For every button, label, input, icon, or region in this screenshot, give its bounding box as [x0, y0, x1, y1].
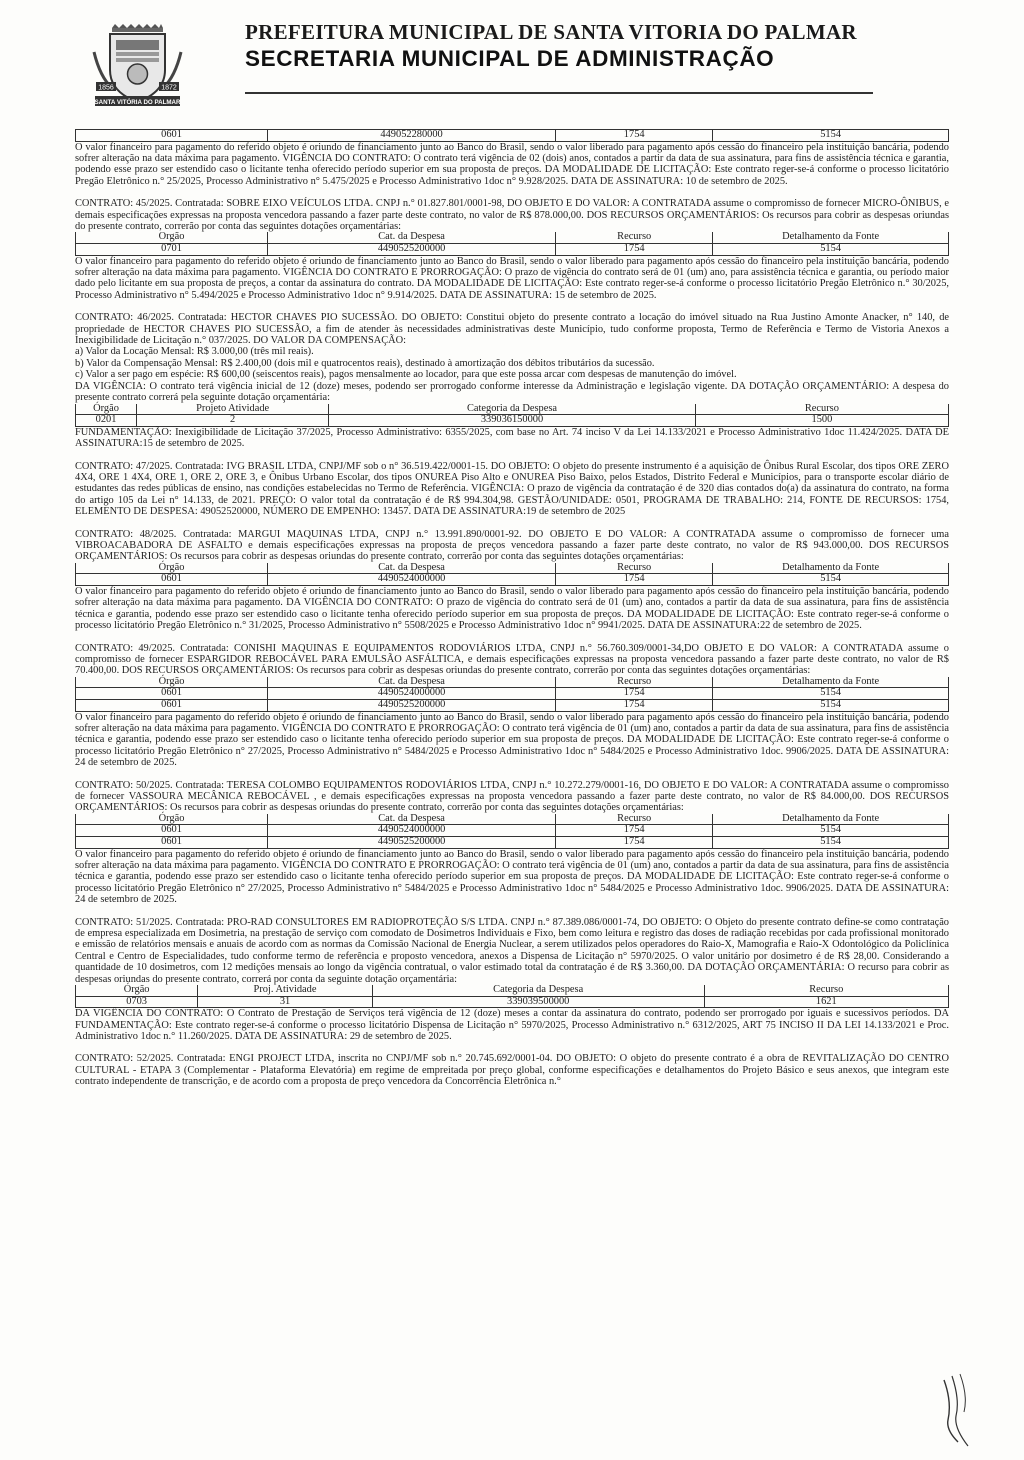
- budget-table-c46: [75, 404, 949, 427]
- contract-46-item-a: a) Valor da Locação Mensal: R$ 3.000,00 (três mil reais).: [75, 346, 314, 358]
- budget-table-c45: [75, 232, 949, 255]
- table-row: 0601 4490525200000 1754 5154: [76, 699, 949, 711]
- contract-50-text: O valor financeiro para pagamento do referido objeto é oriundo de financiamento junto ao Banco do Brasil, sendo o valor liberado para pagamento após cessão do financeiro pela instituição bancária, podendo sofrer alteração na data máxima para pagamento. VIGÊNCIA DO CONTRATO E PRORROGAÇÃO: O contrato terá vigência de 01 (um) ano, contados a partir da data de sua assinatura, para fins de assistência técnica e garantia, podendo esse prazo ser estendido caso o licitante tenha oferecido período superior em sua proposta de preços. DA MODALIDADE DE LICITAÇÃO: Este contrato reger-se-á conforme o processo licitatório Pregão Eletrônico n° 27/2025, Processo Administrativo n° 5484/2025 e Processo Administrativo 1doc n° 5484/2025 e Processo Administrativo 1doc. 9906/2025. DATA DE ASSINATURA: 24 de setembro de 2025.: [75, 848, 949, 906]
- contract-47-text: CONTRATO: 47/2025. Contratada: IVG BRASIL LTDA, CNPJ/MF sob o n° 36.519.422/0001-15. DO OBJETO: O objeto do presente instrumento é a aquisição de Ônibus Rural Escolar, dos tipos ORE ZERO 4X4, ORE 1 4X4, ORE 1, ORE 2, ORE 3, e Ônibus Urbano Escolar, dos tipos ONUREA Piso Alto e ONUREA Piso Baixo, pelos Estados, Distrito Federal e Municípios, para o transporte escolar diário de estudantes das redes públicas de ensino, nas condições estabelecidas no Termo de Referência. VIGÊNCIA: O prazo de vigência da contratação é de 320 dias contados do(a) da assinatura do contrato, na forma do artigo 105 da Lei n° 14.133, de 2021. PREÇO: O valor total da contratação é de R$ 994.304,98. GESTÃO/UNIDADE: 0501, PROGRAMA DE TRABALHO: 214, FONTE DE RECURSOS: 1754, ELEMENTO DE DESPESA: 49052520000, NÚMERO DE EMPENHO: 13457. DATA DE ASSINATURA:19 de setembro de 2025: [75, 460, 949, 518]
- header-divider: [245, 92, 873, 94]
- table-header-row: Órgão Proj. Atividade Categoria da Despesa Recurso: [76, 985, 949, 996]
- svg-text:SANTA VITÓRIA DO PALMAR: SANTA VITÓRIA DO PALMAR: [94, 99, 181, 106]
- table-row: 0601 4490525200000 1754 5154: [76, 837, 949, 849]
- table-header-row: Orgão Cat. da Despesa Recurso Detalhamento da Fonte: [76, 232, 949, 243]
- contract-52-text: CONTRATO: 52/2025. Contratada: ENGI PROJECT LTDA, inscrita no CNPJ/MF sob n.° 20.745.692/0001-04. DO OBJETO: O objeto do presente contrato é a obra de REVITALIZAÇÃO DO CENTRO CULTURAL - ETAPA 3 (Complementar - Plataforma Elevatória) em regime de empreitada por preço global, conforme especificações e detalhamentos do Projeto Básico e seus anexos, que integram este contrato independente de transcrição, e de acordo com a proposta de preço vencedora da Concorrência Eletrônica n.°: [75, 1053, 949, 1088]
- contract-49-intro: CONTRATO: 49/2025. Contratada: CONISHI MAQUINAS E EQUIPAMENTOS RODOVIÁRIOS LTDA, CNPJ n.° 56.760.309/0001-34,DO OBJETO E DO VALOR: A CONTRATADA assume o compromisso de fornecer ESPARGIDOR REBOCÁVEL PARA EMULSÃO ASFÁLTICA, e demais especificações expressas na proposta vencedora passando a fazer parte deste contrato, no valor de R$ 70.400,00. DOS RECURSOS ORÇAMENTÁRIOS: Os recursos para cobrir as despesas oriundas do presente contrato, correrão por conta das seguintes dotações orçamentárias:: [75, 642, 949, 677]
- contract-46-item-c: c) Valor a ser pago em espécie: R$ 600,00 (seiscentos reais), pagos mensalmente ao locador, para que este possa arcar com despesas de manutenção do imóvel.: [75, 369, 737, 381]
- budget-table-c49: [75, 677, 949, 712]
- document-body: [75, 129, 949, 1088]
- contract-45-intro: CONTRATO: 45/2025. Contratada: SOBRE EIXO VEÍCULOS LTDA. CNPJ n.° 01.827.801/0001-98, DO OBJETO E DO VALOR: A CONTRATADA assume o compromisso de fornecer MICRO-ÔNIBUS, e demais especificações expressas na proposta vencedora passando a fazer parte deste contrato, no valor de R$ 878.000,00. DOS RECURSOS ORÇAMENTÁRIOS: Os recursos para cobrir as despesas oriundas do presente contrato, correrão por conta das seguintes dotações orçamentárias:: [75, 198, 949, 233]
- budget-table-c48: [75, 563, 949, 586]
- page-subtitle: SECRETARIA MUNICIPAL DE ADMINISTRAÇÃO: [245, 46, 775, 71]
- contract-46-vigencia: DA VIGÊNCIA: O contrato terá vigência inicial de 12 (doze) meses, podendo ser prorrogado conforme interesse da Administração e legislação vigente. DA DOTAÇÃO ORÇAMENTÁRIO: A despesa do presente contrato correrá pela seguinte dotação orçamentária:: [75, 380, 949, 404]
- contract-48-text: O valor financeiro para pagamento do referido objeto é oriundo de financiamento junto ao Banco do Brasil, sendo o valor liberado para pagamento após cessão do financeiro pela instituição bancária, podendo sofrer alteração na data máxima para pagamento. DA VIGÊNCIA DO CONTRATO: O prazo de vigência do contrato será de 01 (um) ano, contados a partir da data de sua assinatura, para fins de assistência técnica e garantia, podendo esse prazo ser estendido caso o licitante tenha oferecido período superior em sua proposta de preços. DA MODALIDADE DE LICITAÇÃO: Este contrato reger-se-á conforme o processo licitatório Pregão Eletrônico n.° 31/2025, Processo Administrativo n° 5508/2025 e Processo Administrativo 1doc n° 9941/2025. DATA DE ASSINATURA:22 de setembro de 2025.: [75, 585, 949, 632]
- table-row: 0703 31 339039500000 1621: [76, 996, 949, 1008]
- municipal-crest-icon: [90, 22, 185, 110]
- budget-table-c44: [75, 129, 949, 142]
- table-row: 0601 4490524000000 1754 5154: [76, 688, 949, 700]
- contract-49-text: O valor financeiro para pagamento do referido objeto é oriundo de financiamento junto ao Banco do Brasil, sendo o valor liberado para pagamento após cessão do financeiro pela instituição bancária, podendo sofrer alteração na data máxima para pagamento. VIGÊNCIA DO CONTRATO E PRORROGAÇÃO: O contrato terá vigência de 01 (um) ano, contados a partir da data de sua assinatura, para fins de assistência técnica e garantia, podendo esse prazo ser estendido caso o licitante tenha oferecido período superior em sua proposta de preços. DA MODALIDADE DE LICITAÇÃO: Este contrato reger-se-á conforme o processo licitatório Pregão Eletrônico n° 27/2025, Processo Administrativo n° 5484/2025 e Processo Administrativo 1doc n° 5484/2025 e Processo Administrativo 1doc. 9906/2025. DATA DE ASSINATURA: 24 de setembro de 2025.: [75, 711, 949, 769]
- contract-51-intro: CONTRATO: 51/2025. Contratada: PRO-RAD CONSULTORES EM RADIOPROTEÇÃO S/S LTDA. CNPJ n.° 87.389.086/0001-74, DO OBJETO: O Objeto do presente contrato define-se como contratação de empresa especializada em Dosimetria, na prestação de serviço com comodato de Dosimetros Individuais e Fixo, bem como leitura e registro das doses de radiação recebidas por cada profissional monitorado e emissão de relatórios mensais e anuais de acordo com as normas da Comissão Nacional de Energia Nuclear, a serem utilizados pelos operadores do Raio-X, Mamografia e Raio-X Odontológico da Policlínica Central e Centro de Especialidades, tudo conforme termo de referência e proposto vencedora, anexos a Dispensa de Licitação n° 5970/2025. O valor unitário por dosimetro é de R$ 28,00. Considerando a quantidade de 10 dosimetros, com 12 medições mensais ao longo da vigência contratual, o valor estimado total da contratação é de R$ 3.360,00. DA DOTAÇÃO ORÇAMENTÁRIA: O recurso para cobrir as despesas oriundas do presente contrato, correrá por conta da seguinte dotação orçamentária:: [75, 916, 949, 985]
- table-row: 0701 4490525200000 1754 5154: [76, 244, 949, 256]
- contract-50-intro: CONTRATO: 50/2025. Contratada: TERESA COLOMBO EQUIPAMENTOS RODOVIÁRIOS LTDA, CNPJ n.° 10.272.279/0001-16, DO OBJETO E DO VALOR: A CONTRATADA assume o compromisso de fornecer VASSOURA MECÂNICA REBOCÁVEL , e demais especificações expressas na proposta vencedora passando a fazer parte deste contrato, no valor de R$ 84.000,00. DOS RECURSOS ORÇAMENTÁRIOS: Os recursos para cobrir as despesas oriundas do presente contrato, correrão por conta das seguintes dotações orçamentárias:: [75, 779, 949, 814]
- table-row: 0601 4490524000000 1754 5154: [76, 574, 949, 586]
- table-row: 0601 449052280000 1754 5154: [76, 130, 949, 142]
- page-title: PREFEITURA MUNICIPAL DE SANTA VITORIA DO PALMAR: [245, 20, 857, 44]
- contract-51-text: DA VIGÊNCIA DO CONTRATO: O Contrato de Prestação de Serviços terá vigência de 12 (doze) meses a contar da assinatura do contrato, podendo ser prorrogado por iguais e sucessivos períodos. DA FUNDAMENTAÇÃO: Este contrato reger-se-á conforme o processo licitatório Dispensa de Licitação n° 5970/2025, Processo Administrativo n.° 6312/2025, ART 75 INCISO II DA LEI 14.133/2021 e Proc. Administrativo 1doc n.° 11.260/2025. DATA DE ASSINATURA: 29 de setembro de 2025.: [75, 1008, 949, 1043]
- svg-text:1856: 1856: [98, 84, 114, 92]
- svg-text:1872: 1872: [161, 84, 177, 92]
- table-header-row: Órgão Cat. da Despesa Recurso Detalhamento da Fonte: [76, 814, 949, 825]
- table-header-row: Órgão Cat. da Despesa Recurso Detalhamento da Fonte: [76, 677, 949, 688]
- table-row: 0601 4490524000000 1754 5154: [76, 825, 949, 837]
- contract-46-text: FUNDAMENTAÇÃO: Inexigibilidade de Licitação 37/2025, Processo Administrativo: 6355/2025, com base no Art. 74 inciso V da Lei 14.133/2021 e Processo Administrativo 1doc 11.424/2025. DATA DE ASSINATURA:15 de setembro de 2025.: [75, 426, 949, 450]
- contract-46-item-b: b) Valor da Compensação Mensal: R$ 2.400,00 (dois mil e quatrocentos reais), destinado à amortização dos débitos tributários da sucessão.: [75, 357, 655, 369]
- contract-45-text: O valor financeiro para pagamento do referido objeto é oriundo de financiamento junto ao Banco do Brasil, sendo o valor liberado para pagamento após cessão do financeiro pela instituição bancária, podendo sofrer alteração na data máxima para pagamento. VIGÊNCIA DO CONTRATO E PRORROGAÇÃO: O prazo de vigência do contrato será de 01 (um) ano, para assistência técnica e garantia, ou período maior dado pelo licitante em sua proposta de preços, a contar da assinatura do contrato. DA MODALIDADE DE LICITAÇÃO: Este contrato reger-se-á conforme o processo licitatório Pregão Eletrônico n.° 30/2025, Processo Administrativo n° 5.494/2025 e Processo Administrativo 1doc n° 9.914/2025. DATA DE ASSINATURA: 15 de setembro de 2025.: [75, 255, 949, 301]
- handwritten-mark-icon: [938, 1372, 978, 1452]
- table-header-row: Órgão Cat. da Despesa Recurso Detalhamento da Fonte: [76, 563, 949, 574]
- table-header-row: Órgão Projeto Atividade Categoria da Despesa Recurso: [76, 404, 949, 415]
- contract-46-intro: CONTRATO: 46/2025. Contratada: HECTOR CHAVES PIO SUCESSÃO. DO OBJETO: Constitui objeto do presente contrato a locação do imóvel situado na Rua Justino Amonte Anacker, n° 140, de propriedade de HECTOR CHAVES PIO SUCESSÃO, a fim de atender às necessidades administrativas deste Município, tudo conforme proposta, Termo de Referência e Termo de Vistoria Anexos a Inexigibilidade de Licitação n.° 037/2025. DO VALOR DA COMPENSAÇÃO:: [75, 312, 949, 347]
- budget-table-c50: [75, 814, 949, 849]
- table-row: 0201 2 339036150000 1500: [76, 415, 949, 427]
- contract-48-intro: CONTRATO: 48/2025. Contratada: MARGUI MAQUINAS LTDA, CNPJ n.° 13.991.890/0001-92. DO OBJETO E DO VALOR: A CONTRATADA assume o compromisso de fornecer uma VIBROACABADORA DE ASFALTO e demais especificações expressas na proposta de preços vencedora passando a fazer parte deste contrato, no valor de R$ 943.000,00. DOS RECURSOS ORÇAMENTÁRIOS: Os recursos para cobrir as despesas oriundas do presente contrato, correrão por conta das seguintes dotações orçamentárias:: [75, 528, 949, 563]
- budget-table-c51: [75, 985, 949, 1008]
- contract-44-text: O valor financeiro para pagamento do referido objeto é oriundo de financiamento junto ao Banco do Brasil, sendo o valor liberado para pagamento após cessão do financeiro pela instituição bancária, podendo sofrer alteração na data máxima para pagamento. VIGÊNCIA DO CONTRATO: O contrato terá vigência de 02 (dois) anos, contados a partir da data de sua assinatura, para fins de assistência técnica e garantia, podendo esse prazo ser estendido caso o licitante tenha oferecido período superior em sua proposta de preços. DA MODALIDADE DE LICITAÇÃO: Este contrato reger-se-á conforme o processo licitatório Pregão Eletrônico n.° 25/2025, Processo Administrativo n° 5.475/2025 e Processo Administrativo 1doc n° 9.928/2025. DATA DE ASSINATURA: 10 de setembro de 2025.: [75, 141, 949, 187]
